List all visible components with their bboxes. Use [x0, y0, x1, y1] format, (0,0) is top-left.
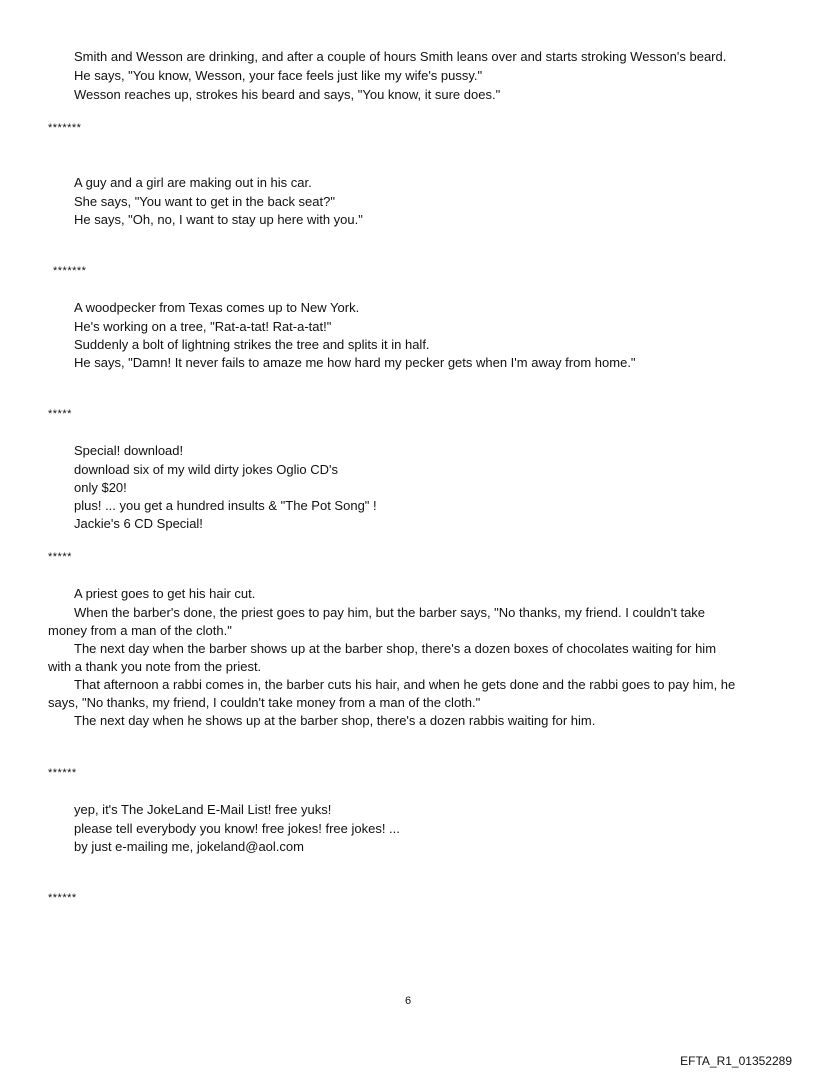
separator-3: ***** [48, 408, 72, 420]
joke-4-line-1: A priest goes to get his hair cut. [74, 586, 256, 601]
joke-4-line-5: with a thank you note from the priest. [48, 659, 262, 674]
joke-3-line-4: He says, "Damn! It never fails to amaze me how hard my pecker gets when I'm away from home." [74, 355, 636, 370]
separator-5: ****** [48, 767, 77, 779]
joke-4-line-6: That afternoon a rabbi comes in, the barber cuts his hair, and when he gets done and the rabbi goes to pay him, he [74, 677, 736, 692]
page-number: 6 [404, 995, 412, 1007]
promo-line-5: Jackie's 6 CD Special! [74, 516, 203, 531]
joke-2-line-1: A guy and a girl are making out in his car. [74, 175, 312, 190]
joke-3-line-2: He's working on a tree, "Rat-a-tat! Rat-a-tat!" [74, 319, 332, 334]
footer-document-id: EFTA_R1_01352289 [680, 1054, 792, 1068]
promo-line-1: Special! download! [74, 443, 184, 458]
separator-4: ***** [48, 551, 72, 563]
list-line-2: please tell everybody you know! free jokes! free jokes! ... [74, 821, 400, 836]
separator-1: ******* [48, 122, 82, 134]
joke-2-line-3: He says, "Oh, no, I want to stay up here with you." [74, 212, 363, 227]
list-line-1: yep, it's The JokeLand E-Mail List! free yuks! [74, 802, 332, 817]
promo-line-2: download six of my wild dirty jokes Oglio CD's [74, 462, 339, 477]
joke-4-line-4: The next day when the barber shows up at the barber shop, there's a dozen boxes of chocolates waiting for him [74, 641, 717, 656]
joke-2-line-2: She says, "You want to get in the back seat?" [74, 194, 335, 209]
joke-4-line-8: The next day when he shows up at the barber shop, there's a dozen rabbis waiting for him. [74, 713, 596, 728]
joke-4-line-7: says, "No thanks, my friend, I couldn't take money from a man of the cloth." [48, 695, 481, 710]
joke-3-line-1: A woodpecker from Texas comes up to New York. [74, 300, 360, 315]
separator-2: ******* [53, 265, 87, 277]
promo-line-4: plus! ... you get a hundred insults & "The Pot Song" ! [74, 498, 377, 513]
separator-6: ****** [48, 892, 77, 904]
promo-line-3: only $20! [74, 480, 127, 495]
joke-1-line-2: He says, "You know, Wesson, your face feels just like my wife's pussy." [74, 68, 483, 83]
joke-1-line-3: Wesson reaches up, strokes his beard and says, "You know, it sure does." [74, 87, 501, 102]
joke-4-line-2: When the barber's done, the priest goes to pay him, but the barber says, "No thanks, my friend. I couldn't take [74, 605, 706, 620]
list-line-3: by just e-mailing me, jokeland@aol.com [74, 839, 304, 854]
joke-4-line-3: money from a man of the cloth." [48, 623, 232, 638]
joke-3-line-3: Suddenly a bolt of lightning strikes the tree and splits it in half. [74, 337, 430, 352]
joke-1-line-1: Smith and Wesson are drinking, and after a couple of hours Smith leans over and starts stroking Wesson's beard. [74, 49, 727, 64]
